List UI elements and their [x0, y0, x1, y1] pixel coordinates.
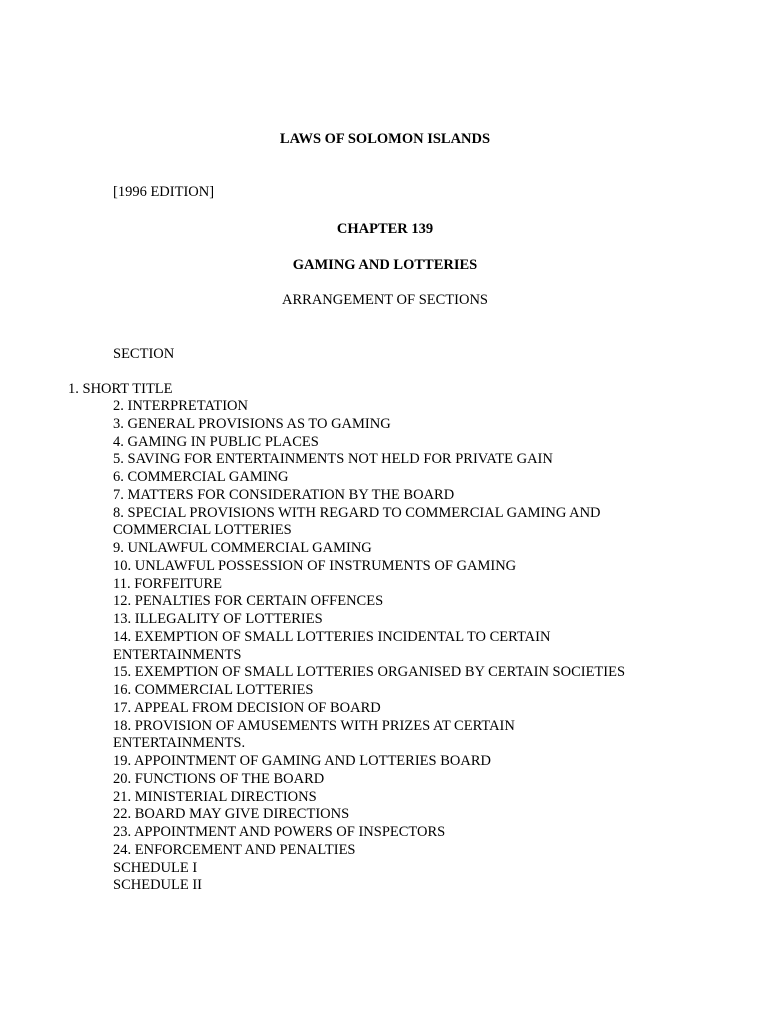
toc-item: 10. UNLAWFUL POSSESSION OF INSTRUMENTS OF GAMING	[113, 557, 517, 574]
chapter-heading: CHAPTER 139	[336, 221, 434, 237]
toc-item: 15. EXEMPTION OF SMALL LOTTERIES ORGANISED BY CERTAIN SOCIETIES	[113, 664, 626, 681]
toc-item: 23. APPOINTMENT AND POWERS OF INSPECTORS	[113, 824, 446, 840]
edition-label: [1996 EDITION]	[113, 184, 215, 200]
toc-item: 9. UNLAWFUL COMMERCIAL GAMING	[113, 540, 372, 556]
toc-item: 24. ENFORCEMENT AND PENALTIES	[113, 841, 356, 858]
toc-item: 14. EXEMPTION OF SMALL LOTTERIES INCIDENTAL TO CERTAIN	[113, 628, 551, 645]
toc-item: SCHEDULE II	[113, 877, 203, 894]
toc-item: ENTERTAINMENTS.	[113, 735, 246, 752]
toc-item: ENTERTAINMENTS	[113, 646, 242, 663]
arrangement-heading: ARRANGEMENT OF SECTIONS	[282, 292, 488, 308]
act-title: GAMING AND LOTTERIES	[292, 257, 478, 273]
section-label: SECTION	[113, 346, 175, 362]
toc-item: 5. SAVING FOR ENTERTAINMENTS NOT HELD FOR PRIVATE GAIN	[113, 451, 553, 468]
table-of-contents	[113, 398, 625, 895]
toc-item: 7. MATTERS FOR CONSIDERATION BY THE BOARD	[113, 486, 455, 503]
toc-item: 2. INTERPRETATION	[113, 398, 248, 414]
toc-item: 13. ILLEGALITY OF LOTTERIES	[113, 611, 323, 627]
toc-item: 11. FORFEITURE	[113, 575, 223, 592]
toc-item: 16. COMMERCIAL LOTTERIES	[113, 682, 314, 698]
toc-item: 20. FUNCTIONS OF THE BOARD	[113, 770, 325, 787]
toc-item: COMMERCIAL LOTTERIES	[113, 522, 292, 539]
toc-item: 3. GENERAL PROVISIONS AS TO GAMING	[113, 415, 391, 432]
toc-item: 17. APPEAL FROM DECISION OF BOARD	[113, 699, 381, 716]
toc-item: SCHEDULE I	[113, 859, 198, 876]
toc-item: 4. GAMING IN PUBLIC PLACES	[113, 433, 319, 450]
toc-item: 18. PROVISION OF AMUSEMENTS WITH PRIZES AT CERTAIN	[113, 717, 515, 734]
toc-first-item: 1. SHORT TITLE	[68, 381, 173, 397]
toc-item: 19. APPOINTMENT OF GAMING AND LOTTERIES BOARD	[113, 753, 491, 769]
toc-item: 21. MINISTERIAL DIRECTIONS	[113, 788, 317, 805]
toc-item: 6. COMMERCIAL GAMING	[113, 469, 289, 485]
toc-item: 8. SPECIAL PROVISIONS WITH REGARD TO COMMERCIAL GAMING AND	[113, 504, 601, 521]
toc-item: 12. PENALTIES FOR CERTAIN OFFENCES	[113, 593, 384, 610]
toc-item: 22. BOARD MAY GIVE DIRECTIONS	[113, 806, 350, 823]
document-header: LAWS OF SOLOMON ISLANDS	[279, 131, 491, 147]
